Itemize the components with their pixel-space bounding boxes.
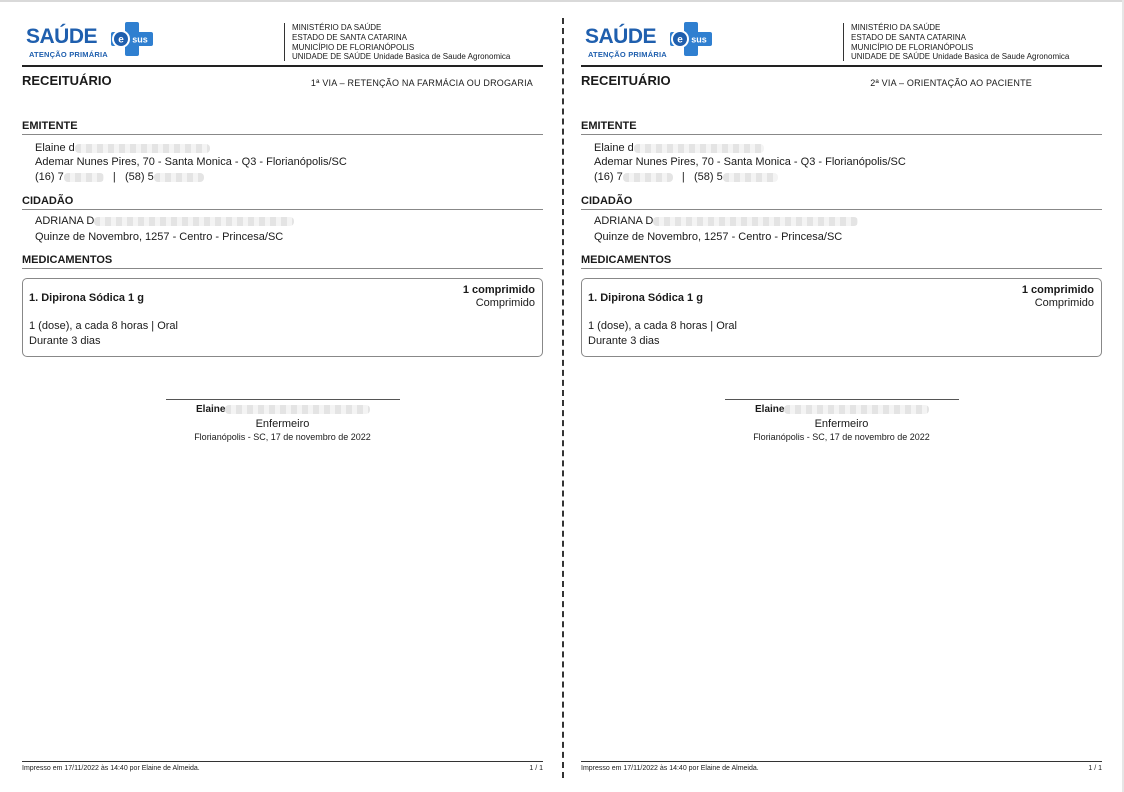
emitente-name-text: Elaine d (594, 142, 634, 154)
health-unit (851, 52, 1069, 62)
header-divider (581, 65, 1102, 67)
saude-esus-logo (26, 20, 158, 62)
medication-duration: Durante 3 dias (588, 335, 660, 347)
via-label: 1ª VIA – RETENÇÃO NA FARMÁCIA OU DROGARIA (310, 78, 533, 88)
medication-name: 1. Dipirona Sódica 1 g (29, 292, 144, 304)
footer-page-number: 1 / 1 (529, 765, 543, 772)
state-name: ESTADO DE SANTA CATARINA (292, 32, 407, 42)
ministry-name: MINISTÉRIO DA SAÚDE (851, 23, 941, 32)
emitente-name (35, 142, 210, 154)
health-unit (292, 52, 510, 62)
cidadao-name-text: ADRIANA D (35, 215, 95, 227)
emitente-phone-1: (16) 7 (594, 171, 623, 183)
signature-name (196, 404, 370, 415)
signature-place-date: Florianópolis - SC, 17 de novembro de 2022 (194, 432, 371, 442)
emitente-phones (594, 171, 778, 183)
redacted-blur (75, 144, 210, 153)
medication-unit: Comprimido (1034, 297, 1094, 309)
emitente-name (594, 142, 764, 154)
section-medicamentos: MEDICAMENTOS (581, 254, 1102, 269)
redacted-blur (784, 405, 929, 414)
ministry-name: MINISTÉRIO DA SAÚDE (292, 23, 382, 32)
emitente-phone-1: (16) 7 (35, 171, 64, 183)
cidadao-address: Quinze de Novembro, 1257 - Centro - Princesa/SC (594, 231, 843, 243)
health-unit-prefix: UNIDADE DE SAÚDE (851, 52, 931, 62)
logo-subtitle: ATENÇÃO PRIMÁRIA (588, 50, 667, 59)
footer-divider (22, 761, 543, 762)
header-divider (22, 65, 543, 67)
emitente-phones (35, 171, 204, 183)
footer-printed: Impresso em 17/11/2022 às 14:40 por Elaine de Almeida. (581, 765, 759, 772)
via-label: 2ª VIA – ORIENTAÇÃO AO PACIENTE (870, 78, 1032, 88)
signature-name-text: Elaine (196, 404, 226, 415)
cidadao-name (594, 215, 858, 227)
logo-subtitle: ATENÇÃO PRIMÁRIA (29, 50, 108, 59)
document-header (22, 16, 543, 65)
state-name: ESTADO DE SANTA CATARINA (851, 32, 966, 42)
institution-block (284, 23, 510, 61)
phone-separator: | (681, 171, 685, 183)
redacted-blur (623, 173, 673, 182)
redacted-blur (653, 217, 858, 226)
document-title: RECEITUÁRIO (22, 73, 112, 88)
medication-duration: Durante 3 dias (29, 335, 101, 347)
signature-role: Enfermeiro (814, 418, 869, 430)
logo-badge-text: sus (132, 34, 148, 45)
medication-dose: 1 (dose), a cada 8 horas | Oral (588, 320, 737, 332)
emitente-address: Ademar Nunes Pires, 70 - Santa Monica - Q3 - Florianópolis/SC (594, 156, 906, 168)
logo-badge-letter: e (118, 34, 124, 46)
logo-word: SAÚDE (585, 25, 657, 48)
cut-line (562, 18, 564, 778)
cidadao-address: Quinze de Novembro, 1257 - Centro - Princesa/SC (35, 231, 284, 243)
document-title: RECEITUÁRIO (581, 73, 671, 88)
signature-line (725, 399, 959, 400)
section-cidadao: CIDADÃO (22, 195, 543, 210)
institution-block (843, 23, 1069, 61)
via-2 (581, 0, 1102, 792)
health-unit-name: Unidade Basica de Saude Agronomica (932, 52, 1070, 62)
emitente-name-text: Elaine d (35, 142, 75, 154)
health-unit-name: Unidade Basica de Saude Agronomica (373, 52, 511, 62)
emitente-phone-2: (58) 5 (693, 171, 723, 183)
footer-page-number: 1 / 1 (1088, 765, 1102, 772)
medication-quantity: 1 comprimido (1021, 284, 1094, 296)
section-emitente: EMITENTE (22, 120, 543, 135)
signature-place-date: Florianópolis - SC, 17 de novembro de 2022 (753, 432, 930, 442)
section-medicamentos: MEDICAMENTOS (22, 254, 543, 269)
medication-dose: 1 (dose), a cada 8 horas | Oral (29, 320, 178, 332)
medication-name: 1. Dipirona Sódica 1 g (588, 292, 703, 304)
redacted-blur (154, 173, 204, 182)
redacted-blur (723, 173, 778, 182)
health-unit-prefix: UNIDADE DE SAÚDE (292, 52, 372, 62)
phone-separator: | (112, 171, 116, 183)
redacted-blur (64, 173, 104, 182)
footer-divider (581, 761, 1102, 762)
city-name: MUNICÍPIO DE FLORIANÓPOLIS (292, 42, 415, 52)
signature-line (166, 399, 400, 400)
esus-badge-icon (110, 22, 154, 56)
signature-name (755, 404, 929, 415)
signature-role: Enfermeiro (255, 418, 310, 430)
redacted-blur (634, 144, 764, 153)
medication-unit: Comprimido (475, 297, 535, 309)
via-1 (22, 0, 543, 792)
footer-printed: Impresso em 17/11/2022 às 14:40 por Elaine de Almeida. (22, 765, 200, 772)
redacted-blur (225, 405, 370, 414)
logo-word: SAÚDE (26, 25, 98, 48)
emitente-phone-2: (58) 5 (124, 171, 154, 183)
document-header (581, 16, 1102, 65)
section-cidadao: CIDADÃO (581, 195, 1102, 210)
signature-name-text: Elaine (755, 404, 785, 415)
redacted-blur (94, 217, 294, 226)
cidadao-name (35, 215, 294, 227)
medication-quantity: 1 comprimido (462, 284, 535, 296)
cidadao-name-text: ADRIANA D (594, 215, 654, 227)
logo-badge-text: sus (691, 34, 707, 45)
saude-esus-logo (585, 20, 717, 62)
esus-badge-icon (669, 22, 713, 56)
medication-card (581, 278, 1102, 357)
section-emitente: EMITENTE (581, 120, 1102, 135)
city-name: MUNICÍPIO DE FLORIANÓPOLIS (851, 42, 974, 52)
medication-card (22, 278, 543, 357)
emitente-address: Ademar Nunes Pires, 70 - Santa Monica - Q3 - Florianópolis/SC (35, 156, 347, 168)
logo-badge-letter: e (677, 34, 683, 46)
